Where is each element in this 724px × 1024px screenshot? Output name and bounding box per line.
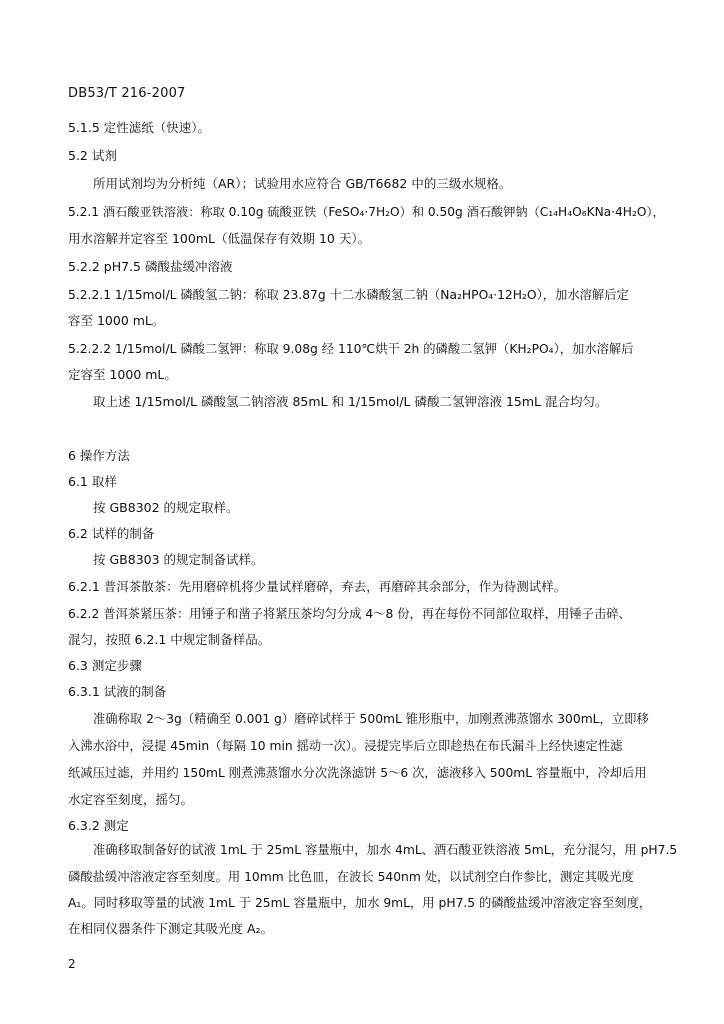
section-heading: 5.2 试剂 bbox=[68, 148, 117, 163]
section-heading: 6.2 试样的制备 bbox=[68, 526, 155, 541]
text-line: 定容至 1000 mL。 bbox=[68, 367, 177, 382]
text-line: 5.2.2.2 1/15mol/L 磷酸二氢钾：称取 9.08g 经 110℃烘干 2h 的磷酸二氢钾（KH₂PO₄），加水溶解后 bbox=[68, 342, 634, 356]
text-line: 准确称取 2～3g（精确至 0.001 g）磨碎试样于 500mL 锥形瓶中，加刚煮沸蒸馏水 300mL，立即移 bbox=[93, 712, 649, 726]
text-line: 5.2.2.1 1/15mol/L 磷酸氢二钠：称取 23.87g 十二水磷酸氢二钠（Na₂HPO₄·12H₂O），加水溶解后定 bbox=[68, 288, 629, 302]
text-line: A₁。同时移取等量的试液 1mL 于 25mL 容量瓶中，加水 9mL，用 pH7.5 的磷酸盐缓冲溶液定容至刻度， bbox=[68, 896, 652, 910]
text-line: 混匀，按照 6.2.1 中规定制备样品。 bbox=[68, 632, 271, 647]
text-line: 取上述 1/15mol/L 磷酸氢二钠溶液 85mL 和 1/15mol/L 磷酸二氢钾溶液 15mL 混合均匀。 bbox=[93, 394, 608, 409]
text-line: 用水溶解并定容至 100mL（低温保存有效期 10 天）。 bbox=[68, 231, 371, 246]
text-line: 纸减压过滤，并用约 150mL 刚煮沸蒸馏水分次洗涤滤饼 5～6 次，滤液移入 500mL 容量瓶中，冷却后用 bbox=[68, 766, 647, 780]
section-heading: 6.1 取样 bbox=[68, 474, 117, 489]
text-line: 水定容至刻度，摇匀。 bbox=[68, 792, 194, 807]
text-line: 6.2.1 普洱茶散茶：先用磨碎机将少量试样磨碎，弃去，再磨碎其余部分，作为待测试样。 bbox=[68, 579, 567, 594]
section-heading: 5.2.2 pH7.5 磷酸盐缓冲溶液 bbox=[68, 259, 233, 274]
text-line: 入沸水浴中，浸提 45min（每隔 10 min 摇动一次）。浸提完毕后立即趁热在布氏漏斗上经快速定性滤 bbox=[68, 739, 623, 753]
text-line: 按 GB8302 的规定取样。 bbox=[93, 500, 239, 515]
section-heading: 6.3.2 测定 bbox=[68, 818, 129, 833]
section-heading: 6.3.1 试液的制备 bbox=[68, 684, 167, 699]
section-heading: 6 操作方法 bbox=[68, 448, 130, 463]
text-line: 5.2.1 酒石酸亚铁溶液：称取 0.10g 硫酸亚铁（FeSO₄·7H₂O）和 0.50g 酒石酸钾钠（C₁₄H₄O₆KNa·4H₂O）， bbox=[68, 205, 665, 219]
page-number: 2 bbox=[68, 957, 76, 971]
text-line: 按 GB8303 的规定制备试样。 bbox=[93, 552, 264, 567]
text-line: 在相同仪器条件下测定其吸光度 A₂。 bbox=[68, 921, 274, 936]
text-line: 6.2.2 普洱茶紧压茶：用锤子和凿子将紧压茶均匀分成 4～8 份，再在每份不同部位取样，用锤子击碎、 bbox=[68, 607, 631, 621]
section-heading: 6.3 测定步骤 bbox=[68, 658, 142, 673]
document-code: DB53/T 216-2007 bbox=[68, 86, 186, 101]
text-line: 容至 1000 mL。 bbox=[68, 313, 165, 328]
text-line: 所用试剂均为分析纯（AR）；试验用水应符合 GB/T6682 中的三级水规格。 bbox=[93, 176, 512, 191]
text-line: 准确移取制备好的试液 1mL 于 25mL 容量瓶中，加水 4mL、酒石酸亚铁溶液 5mL，充分混匀，用 pH7.5 bbox=[93, 843, 678, 857]
text-line: 磷酸盐缓冲溶液定容至刻度。用 10mm 比色皿，在波长 540nm 处，以试剂空白作参比，测定其吸光度 bbox=[68, 870, 634, 884]
text-line: 5.1.5 定性滤纸（快速）。 bbox=[68, 120, 211, 135]
